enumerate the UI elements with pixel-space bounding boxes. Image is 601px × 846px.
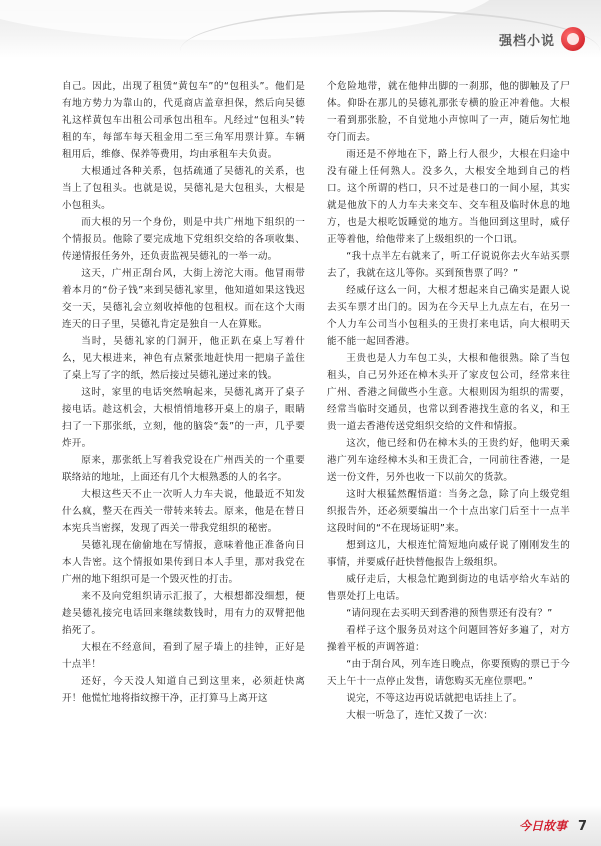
paragraph: 当时，吴德礼家的门洞开，他正趴在桌上写着什么，见大根进来，神色有点紧张地赶快用一把扇子盖住了桌上写了字的纸，然后接过吴德礼递过来的钱。 [62,336,305,381]
right-column [327,78,570,800]
paragraph: 而大根的另一个身份，则是中共广州地下组织的一个情报员。他除了要完成地下党组织交给的各项收集、传递情报任务外，还负责监视吴德礼的一举一动。 [62,217,305,262]
paragraph: 这次，他已经和仍在樟木头的王贵约好，他明天乘港广列车途经樟木头和王贵汇合，一同前往香港，一是送一份文件，另外也收一下以前欠的货款。 [327,438,570,483]
paragraph: 大根这些天不止一次听人力车夫说，他最近不知发什么疯，整天在西关一带转来转去。原来，他是在替日本宪兵当密探，发现了西关一带我党组织的秘密。 [62,489,305,534]
paragraph: 看样子这个服务员对这个问题回答好多遍了，对方操着平板的声调答道： [327,625,570,653]
paragraph: 大根通过各种关系，包括疏通了吴德礼的关系，也当上了包租头。也就是说，吴德礼是大包租头，大根是小包租头。 [62,166,305,211]
paragraph: 还好，今天没人知道自己到这里来，必须赶快离开！他慌忙地将指纹擦干净，正打算马上离开这 [62,676,305,704]
left-column [62,78,305,800]
paragraph: 这天，广州正刮台风，大街上滂沱大雨。他冒雨带着本月的“份子钱”来到吴德礼家里，他知道如果这钱迟交一天，吴德礼会立刻收掉他的包租权。而在这个大雨连天的日子里，吴德礼肯定是独自一人在算账。 [62,268,305,330]
footer-logo: 今日故事 [518,819,567,833]
header-band [0,0,601,58]
paragraph: 想到这儿，大根连忙简短地向威仔说了刚刚发生的事情，并要威仔赶快替他报告上级组织。 [327,540,570,568]
paragraph: 经威仔这么一问，大根才想起来自己确实是跟人说去买车票才出门的。因为在今天早上九点左右，在另一个人力车公司当小包租头的王贵打来电话，向大根明天能不能一起回香港。 [327,285,570,347]
header-brand [499,26,585,52]
paragraph: 王贵也是人力车包工头，大根和他很熟。除了当包租头，自己另外还在樟木头开了家皮包公司，经常来往广州、香港之间做些小生意。大根则因为组织的需要，经常当临时交通员，也常以到香港找生意的名义，和王贵一道去香港传送党组织交给的文件和情报。 [327,353,570,432]
page-number: 7 [577,819,587,834]
paragraph: 雨还是不停地在下，路上行人很少，大根在归途中没有碰上任何熟人。没多久，大根安全地到自己的档口。这个所谓的档口，只不过是巷口的一间小屋，其实就是他放下的人力车夫来交车、交车租及临时休息的地方，也是大根吃饭睡觉的地方。当他回到这里时，威仔正等着他，给他带来了上级组织的一个口讯。 [327,149,570,245]
paragraph: 个危险地带，就在他伸出脚的一刹那，他的脚触及了尸体。仰卧在那儿的吴德礼那张专横的脸正冲着他。大根一看到那张脸，不自觉地小声惊叫了一声，随后匆忙地夺门而去。 [327,81,570,143]
brand-logo-icon [561,27,585,51]
paragraph: 这时，家里的电话突然响起来，吴德礼离开了桌子接电话。趁这机会，大根悄悄地移开桌上的扇子，眼睛扫了一下那张纸，立刻，他的脑袋“轰”的一声，几乎要炸开。 [62,387,305,449]
paragraph: 大根在不经意间，看到了屋子墙上的挂钟，正好是十点半！ [62,642,305,670]
paragraph: 吴德礼现在偷偷地在写情报，意味着他正准备向日本人告密。这个情报如果传到日本人手里，那对我党在广州的地下组织可是一个毁灭性的打击。 [62,540,305,585]
paragraph: “我十点半左右就来了，听工仔说说你去火车站买票去了，我就在这儿等你。买到预售票了吗？” [327,251,570,279]
paragraph: 说完，不等这边再说话就把电话挂上了。 [346,693,523,704]
paragraph: 大根一听急了，连忙又拨了一次： [346,710,494,721]
paragraph: 这时大根猛然醒悟道：当务之急，除了向上级党组织报告外，还必须要编出一个十点出家门后至十一点半这段时间的“不在现场证明”来。 [327,489,570,534]
article-body [62,78,570,800]
paragraph: “请问现在去买明天到香港的预售票还有没有？” [346,608,553,619]
paragraph: 威仔走后，大根急忙跑到街边的电话亭给火车站的售票处打上电话。 [327,574,570,602]
brand-title: 强档小说 [498,33,555,49]
paragraph: 自己。因此，出现了租赁“黄包车”的“包租头”。他们是有地方势力为靠山的，代觅商店盖章担保，然后向吴德礼这样黄包车出租公司承包出租车。凡经过“包租头”转租的车，每部车每天租金用二至三角军用票计算。车辆租用后，维修、保养等费用，均由承租车夫负责。 [62,81,305,160]
footer-band [0,806,601,846]
paragraph: 原来，那张纸上写着我党设在广州西关的一个重要联络站的地址，上面还有几个大根熟悉的人的名字。 [62,455,305,483]
paragraph: “由于刮台风，列车连日晚点，你要预购的票已于今天上午十一点停止发售，请您购买无座位票吧。” [327,659,570,687]
paragraph: 来不及向党组织请示汇报了，大根想都没细想，便趁吴德礼接完电话回来继续数钱时，用有力的双臂把他掐死了。 [62,591,305,636]
